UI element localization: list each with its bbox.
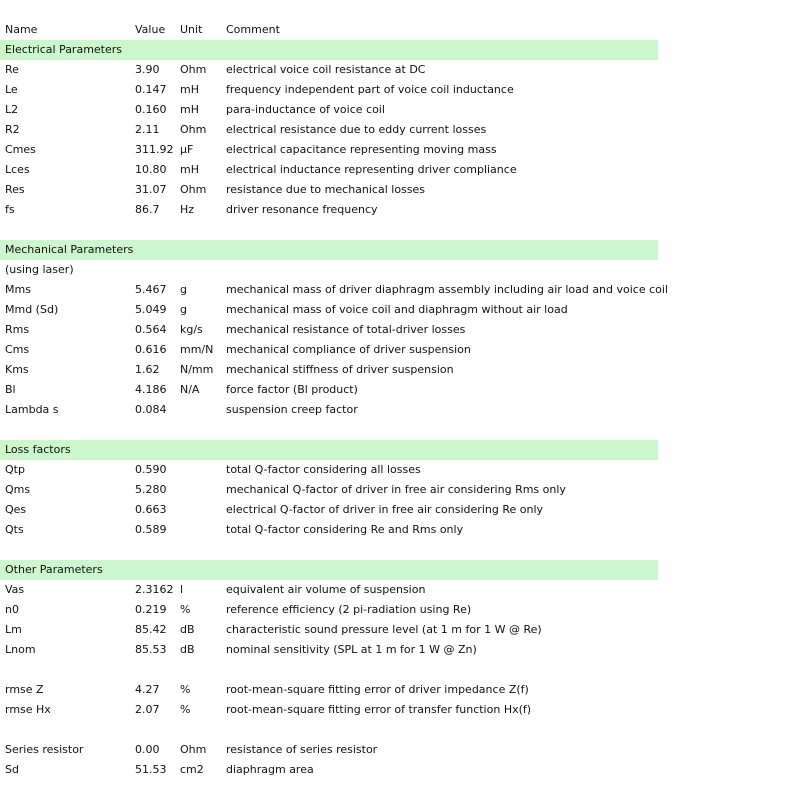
- cell-value: 86.7: [135, 203, 160, 216]
- cell-value: 1.62: [135, 363, 160, 376]
- cell-name: Vas: [5, 583, 25, 596]
- cell-unit: N/A: [180, 383, 200, 396]
- cell-comment: reference efficiency (2 pi-radiation using Re): [226, 603, 472, 616]
- cell-unit: mH: [180, 103, 199, 116]
- cell-name: Res: [5, 183, 25, 196]
- table-row: [0, 140, 658, 160]
- cell-value: 2.07: [135, 703, 160, 716]
- cell-name: rmse Hx: [5, 703, 51, 716]
- cell-name: Mms: [5, 283, 31, 296]
- table-row: [0, 120, 658, 140]
- cell-unit: dB: [180, 643, 195, 656]
- cell-name: Bl: [5, 383, 16, 396]
- cell-unit: %: [180, 703, 191, 716]
- cell-value: 0.219: [135, 603, 167, 616]
- cell-unit: Hz: [180, 203, 195, 216]
- cell-value: 2.3162: [135, 583, 174, 596]
- cell-name: n0: [5, 603, 19, 616]
- spacer-row: [0, 540, 658, 560]
- cell-value: 85.53: [135, 643, 167, 656]
- cell-value: 0.00: [135, 743, 160, 756]
- table-row: [0, 100, 658, 120]
- cell-name: Cmes: [5, 143, 36, 156]
- table-row: [0, 480, 658, 500]
- section-header-row: [0, 560, 658, 580]
- cell-comment: electrical Q-factor of driver in free air considering Re only: [226, 503, 544, 516]
- section-title: Loss factors: [5, 443, 71, 456]
- cell-value: 2.11: [135, 123, 160, 136]
- cell-name: Cms: [5, 343, 30, 356]
- cell-name: Qts: [5, 523, 24, 536]
- cell-unit: Ohm: [180, 743, 207, 756]
- cell-name: L2: [5, 103, 19, 116]
- cell-value: 3.90: [135, 63, 160, 76]
- table-row: [0, 200, 658, 220]
- cell-comment: electrical capacitance representing moving mass: [226, 143, 497, 156]
- cell-name: Lambda s: [5, 403, 59, 416]
- cell-unit: g: [180, 283, 187, 296]
- cell-comment: mechanical stiffness of driver suspension: [226, 363, 454, 376]
- cell-comment: mechanical mass of driver diaphragm assembly including air load and voice coil: [226, 283, 669, 296]
- table-row: [0, 580, 658, 600]
- column-header-unit: Unit: [180, 23, 203, 36]
- section-title: Mechanical Parameters: [5, 243, 134, 256]
- spacer-row: [0, 420, 658, 440]
- cell-name: Series resistor: [5, 743, 84, 756]
- table-row: [0, 180, 658, 200]
- cell-unit: dB: [180, 623, 195, 636]
- cell-value: 0.589: [135, 523, 167, 536]
- cell-comment: mechanical mass of voice coil and diaphragm without air load: [226, 303, 568, 316]
- table-row: [0, 280, 669, 300]
- note-row: [0, 260, 658, 280]
- table-row: [0, 320, 658, 340]
- parameter-table: [0, 20, 669, 780]
- cell-comment: para-inductance of voice coil: [226, 103, 385, 116]
- cell-value: 311.92: [135, 143, 174, 156]
- cell-value: 4.27: [135, 683, 160, 696]
- cell-comment: suspension creep factor: [226, 403, 358, 416]
- cell-comment: resistance due to mechanical losses: [226, 183, 426, 196]
- section-header-row: [0, 240, 658, 260]
- cell-name: Lnom: [5, 643, 36, 656]
- cell-comment: mechanical compliance of driver suspension: [226, 343, 471, 356]
- cell-comment: electrical voice coil resistance at DC: [226, 63, 426, 76]
- spacer-row: [0, 220, 658, 240]
- cell-comment: root-mean-square fitting error of transfer function Hx(f): [226, 703, 532, 716]
- table-row: [0, 340, 658, 360]
- table-row: [0, 700, 658, 720]
- cell-value: 31.07: [135, 183, 167, 196]
- cell-value: 5.467: [135, 283, 167, 296]
- cell-name: Rms: [5, 323, 30, 336]
- cell-value: 5.280: [135, 483, 167, 496]
- table-row: [0, 680, 658, 700]
- cell-name: R2: [5, 123, 20, 136]
- cell-comment: force factor (Bl product): [226, 383, 358, 396]
- table-row: [0, 600, 658, 620]
- table-row: [0, 400, 658, 420]
- column-header-name: Name: [5, 23, 38, 36]
- cell-value: 10.80: [135, 163, 167, 176]
- cell-comment: resistance of series resistor: [226, 743, 378, 756]
- table-row: [0, 380, 658, 400]
- table-row: [0, 520, 658, 540]
- cell-unit: l: [180, 583, 184, 596]
- cell-name: Mmd (Sd): [5, 303, 59, 316]
- cell-value: 0.616: [135, 343, 167, 356]
- cell-unit: Ohm: [180, 123, 207, 136]
- table-row: [0, 60, 658, 80]
- cell-name: Lces: [5, 163, 30, 176]
- cell-name: rmse Z: [5, 683, 44, 696]
- table-row: [0, 740, 658, 760]
- table-header-row: [0, 20, 658, 40]
- cell-unit: %: [180, 603, 191, 616]
- cell-value: 0.160: [135, 103, 167, 116]
- cell-name: Lm: [5, 623, 22, 636]
- cell-name: fs: [5, 203, 15, 216]
- section-header-row: [0, 40, 658, 60]
- table-row: [0, 160, 658, 180]
- cell-comment: total Q-factor considering Re and Rms only: [226, 523, 464, 536]
- cell-name: Qtp: [5, 463, 25, 476]
- cell-comment: electrical inductance representing driver compliance: [226, 163, 517, 176]
- cell-name: Qms: [5, 483, 31, 496]
- table-row: [0, 760, 658, 780]
- cell-name: (using laser): [5, 263, 74, 276]
- spacer-row: [0, 720, 658, 740]
- cell-value: 0.590: [135, 463, 167, 476]
- cell-comment: driver resonance frequency: [226, 203, 378, 216]
- cell-unit: cm2: [180, 763, 204, 776]
- table-row: [0, 620, 658, 640]
- cell-value: 0.663: [135, 503, 167, 516]
- cell-value: 0.147: [135, 83, 167, 96]
- cell-comment: diaphragm area: [226, 763, 314, 776]
- cell-value: 5.049: [135, 303, 167, 316]
- column-header-value: Value: [135, 23, 166, 36]
- cell-name: Re: [5, 63, 19, 76]
- cell-name: Qes: [5, 503, 27, 516]
- cell-comment: equivalent air volume of suspension: [226, 583, 426, 596]
- cell-unit: µF: [180, 143, 194, 156]
- cell-unit: Ohm: [180, 183, 207, 196]
- cell-unit: mm/N: [180, 343, 214, 356]
- cell-value: 0.564: [135, 323, 167, 336]
- cell-comment: total Q-factor considering all losses: [226, 463, 421, 476]
- cell-unit: Ohm: [180, 63, 207, 76]
- cell-unit: N/mm: [180, 363, 214, 376]
- section-title: Electrical Parameters: [5, 43, 123, 56]
- cell-comment: characteristic sound pressure level (at 1 m for 1 W @ Re): [226, 623, 542, 636]
- cell-value: 85.42: [135, 623, 167, 636]
- cell-comment: mechanical Q-factor of driver in free air considering Rms only: [226, 483, 566, 496]
- cell-value: 4.186: [135, 383, 167, 396]
- cell-unit: %: [180, 683, 191, 696]
- table-row: [0, 80, 658, 100]
- column-header-comment: Comment: [226, 23, 280, 36]
- table-row: [0, 460, 658, 480]
- cell-unit: mH: [180, 163, 199, 176]
- section-header-row: [0, 440, 658, 460]
- table-row: [0, 300, 658, 320]
- cell-unit: kg/s: [180, 323, 203, 336]
- table-row: [0, 500, 658, 520]
- cell-value: 51.53: [135, 763, 167, 776]
- spacer-row: [0, 660, 658, 680]
- cell-name: Le: [5, 83, 18, 96]
- cell-unit: mH: [180, 83, 199, 96]
- cell-unit: g: [180, 303, 187, 316]
- cell-comment: root-mean-square fitting error of driver impedance Z(f): [226, 683, 529, 696]
- table-row: [0, 360, 658, 380]
- section-title: Other Parameters: [5, 563, 103, 576]
- cell-name: Sd: [5, 763, 19, 776]
- cell-comment: nominal sensitivity (SPL at 1 m for 1 W @ Zn): [226, 643, 477, 656]
- table-row: [0, 640, 658, 660]
- cell-value: 0.084: [135, 403, 167, 416]
- cell-comment: electrical resistance due to eddy current losses: [226, 123, 487, 136]
- cell-comment: mechanical resistance of total-driver losses: [226, 323, 466, 336]
- cell-name: Kms: [5, 363, 29, 376]
- cell-comment: frequency independent part of voice coil inductance: [226, 83, 514, 96]
